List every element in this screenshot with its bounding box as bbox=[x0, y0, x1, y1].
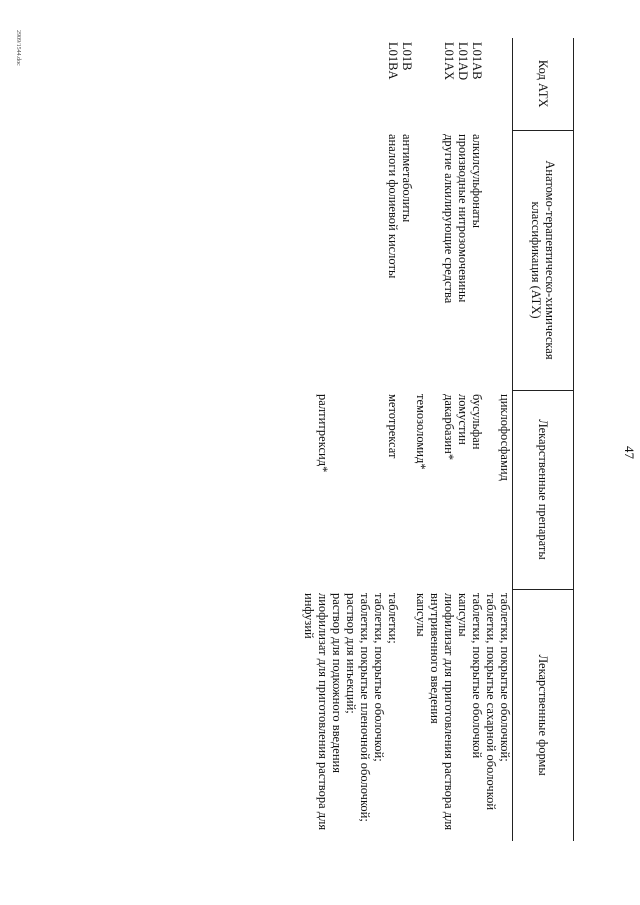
dosage-forms: лиофилизат для приготовления раствора для инфузий bbox=[302, 593, 330, 831]
atx-code bbox=[414, 38, 428, 130]
table-row bbox=[428, 38, 456, 841]
atx-classification bbox=[302, 130, 330, 390]
table-row bbox=[330, 38, 400, 841]
drug-name: циклофосфамид bbox=[498, 394, 512, 481]
drug-name: дакарбазин* bbox=[442, 394, 456, 461]
dosage-forms bbox=[400, 589, 414, 841]
drug-name: ралтитрексид* bbox=[316, 394, 330, 473]
atx-classification bbox=[484, 130, 513, 390]
table-row bbox=[470, 38, 484, 841]
table-row bbox=[484, 38, 513, 841]
page-number-text: 47 bbox=[622, 446, 637, 459]
dosage-forms: таблетки; таблетки, покрытые оболочкой; таблетки, покрытые пленочной оболочкой; раствор для инъекций; раствор для подкожного введения bbox=[330, 593, 400, 822]
table-row bbox=[400, 38, 414, 841]
dosage-forms: таблетки, покрытые оболочкой bbox=[470, 593, 484, 759]
header-forms: Лекарственные формы bbox=[513, 589, 574, 841]
atx-code: L01AX bbox=[442, 42, 456, 81]
atx-classification: аналоги фолиевой кислоты bbox=[386, 134, 400, 279]
atx-drug-table bbox=[302, 38, 574, 841]
dosage-forms: таблетки, покрытые оболочкой; таблетки, покрытые сахарной оболочкой bbox=[484, 593, 512, 811]
dosage-forms: лиофилизат для приготовления раствора для внутривенного введения bbox=[428, 593, 456, 831]
footer-doc-code: 2909/1544.doc bbox=[15, 30, 21, 66]
atx-code bbox=[484, 38, 513, 130]
atx-classification: производные нитрозомочевины bbox=[456, 134, 470, 303]
header-code: Код АТХ bbox=[513, 38, 574, 130]
atx-code: L01BA bbox=[386, 42, 400, 80]
atx-code: L01AB bbox=[470, 42, 484, 80]
drug-name: темозоломид* bbox=[414, 394, 428, 470]
atx-code: L01B bbox=[400, 42, 414, 71]
table-row bbox=[302, 38, 330, 841]
atx-code bbox=[302, 38, 330, 130]
drug-name: ломустин bbox=[456, 394, 470, 445]
dosage-forms: капсулы bbox=[414, 593, 428, 637]
drug-name: бусульфан bbox=[470, 394, 484, 450]
table-header-row bbox=[513, 38, 574, 841]
atx-code: L01AD bbox=[456, 42, 470, 81]
header-classification: Анатомо-терапевтическо-химическая классификация (АТХ) bbox=[513, 130, 574, 390]
drug-name: метотрексат bbox=[386, 394, 400, 459]
dosage-forms: капсулы bbox=[456, 593, 470, 637]
atx-classification: другие алкилирующие средства bbox=[442, 134, 456, 304]
atx-classification: алкилсульфонаты bbox=[470, 134, 484, 229]
atx-classification bbox=[414, 130, 428, 390]
drug-name bbox=[400, 390, 414, 589]
table-row bbox=[456, 38, 470, 841]
atx-classification: антиметаболиты bbox=[400, 134, 414, 223]
table-row bbox=[414, 38, 428, 841]
header-drugs: Лекарственные препараты bbox=[513, 390, 574, 589]
